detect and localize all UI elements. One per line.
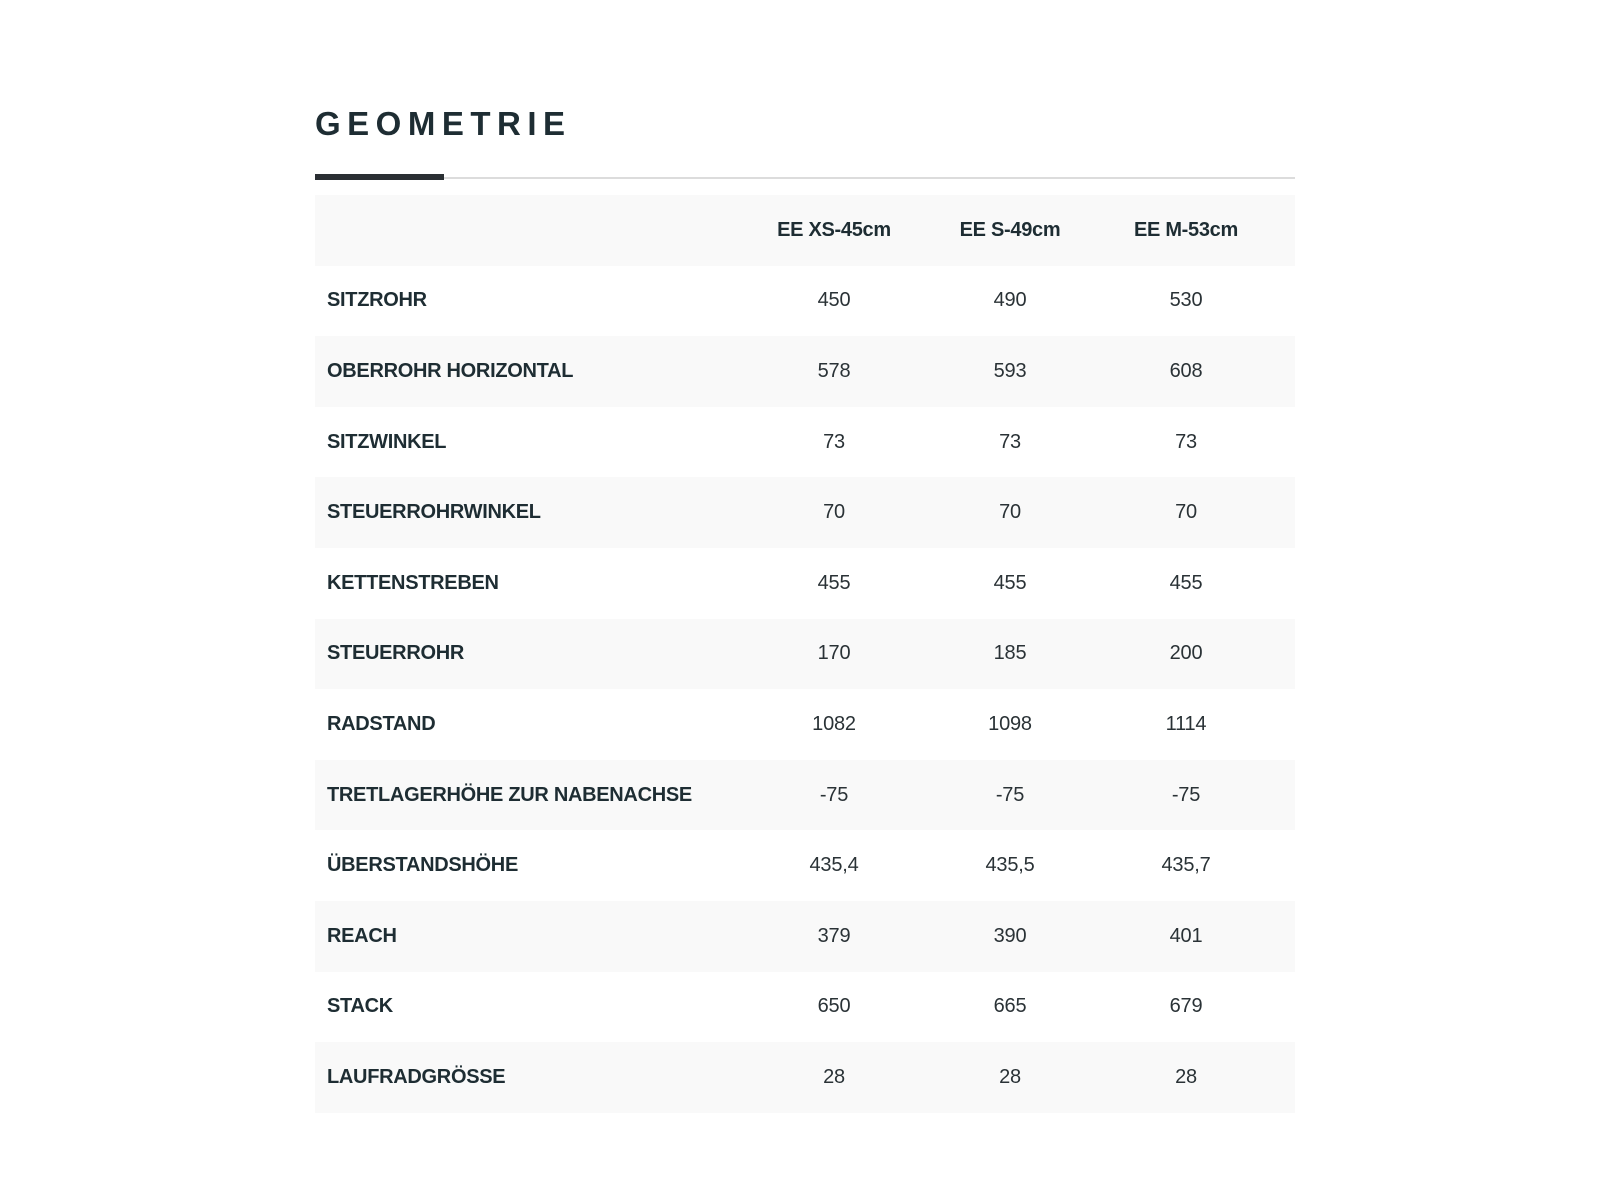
title-underline-accent (315, 174, 444, 180)
value-cell-m: 608 (1169, 359, 1203, 382)
table-row (315, 266, 1295, 337)
row-label: REACH (327, 924, 397, 947)
value-cell-xs: 70 (823, 501, 845, 524)
table-row (315, 760, 1295, 831)
row-label: SITZWINKEL (327, 430, 447, 453)
table-row (315, 830, 1295, 901)
value-cell-xs: 578 (817, 359, 851, 382)
value-cell-m: 28 (1175, 1065, 1197, 1088)
value-cell-s: 73 (999, 430, 1021, 453)
value-cell-xs: 28 (823, 1065, 845, 1088)
value-cell-xs: 435,4 (809, 854, 859, 877)
size-column-header-xs: EE XS-45cm (777, 218, 891, 241)
value-cell-m: 70 (1175, 501, 1197, 524)
row-label: STEUERROHR (327, 642, 465, 665)
header-row (315, 195, 1295, 266)
value-cell-s: 390 (993, 924, 1027, 947)
value-cell-xs: 450 (817, 289, 851, 312)
value-cell-xs: 650 (817, 995, 851, 1018)
row-label: STACK (327, 995, 393, 1018)
row-label: LAUFRADGRÖSSE (327, 1065, 506, 1088)
geometry-table-header (315, 195, 1295, 266)
value-cell-m: 200 (1169, 642, 1203, 665)
value-cell-m: 401 (1169, 924, 1203, 947)
value-cell-s: 70 (999, 501, 1021, 524)
value-cell-s: 28 (999, 1065, 1021, 1088)
value-cell-s: 665 (993, 995, 1027, 1018)
table-row (315, 407, 1295, 478)
geometry-table (315, 195, 1295, 1113)
table-row (315, 548, 1295, 619)
value-cell-xs: 1082 (812, 712, 856, 735)
value-cell-s: 455 (993, 571, 1027, 594)
table-row (315, 477, 1295, 548)
value-cell-s: -75 (995, 783, 1025, 806)
row-label: RADSTAND (327, 712, 436, 735)
value-cell-m: -75 (1171, 783, 1201, 806)
table-row (315, 619, 1295, 690)
value-cell-s: 1098 (988, 712, 1032, 735)
value-cell-m: 530 (1169, 289, 1203, 312)
value-cell-s: 593 (993, 359, 1027, 382)
value-cell-m: 1114 (1165, 712, 1207, 735)
value-cell-m: 455 (1169, 571, 1203, 594)
row-label: STEUERROHRWINKEL (327, 501, 541, 524)
size-column-header-m: EE M-53cm (1133, 218, 1238, 241)
row-label: KETTENSTREBEN (327, 571, 499, 594)
value-cell-s: 490 (993, 289, 1027, 312)
value-cell-xs: 73 (823, 430, 845, 453)
title-underline-line (315, 177, 1295, 179)
row-label: TRETLAGERHÖHE ZUR NABENACHSE (327, 783, 692, 806)
geometry-table-body (315, 266, 1295, 1113)
header-corner-cell (315, 195, 746, 266)
value-cell-m: 435,7 (1161, 854, 1211, 877)
table-row (315, 1042, 1295, 1113)
value-cell-xs: 455 (817, 571, 851, 594)
table-row (315, 336, 1295, 407)
value-cell-m: 73 (1175, 430, 1197, 453)
row-label: ÜBERSTANDSHÖHE (327, 854, 518, 877)
value-cell-xs: 379 (817, 924, 851, 947)
section-title: GEOMETRIE (315, 105, 572, 142)
value-cell-m: 679 (1169, 995, 1203, 1018)
value-cell-s: 435,5 (985, 854, 1035, 877)
row-label: SITZROHR (327, 289, 427, 312)
table-row (315, 901, 1295, 972)
value-cell-s: 185 (993, 642, 1027, 665)
geometry-section (315, 96, 1295, 1113)
table-row (315, 689, 1295, 760)
row-label: OBERROHR HORIZONTAL (327, 359, 574, 382)
table-row (315, 972, 1295, 1043)
value-cell-xs: 170 (817, 642, 851, 665)
value-cell-xs: -75 (819, 783, 849, 806)
title-underline (315, 174, 1295, 181)
size-column-header-s: EE S-49cm (959, 218, 1061, 241)
